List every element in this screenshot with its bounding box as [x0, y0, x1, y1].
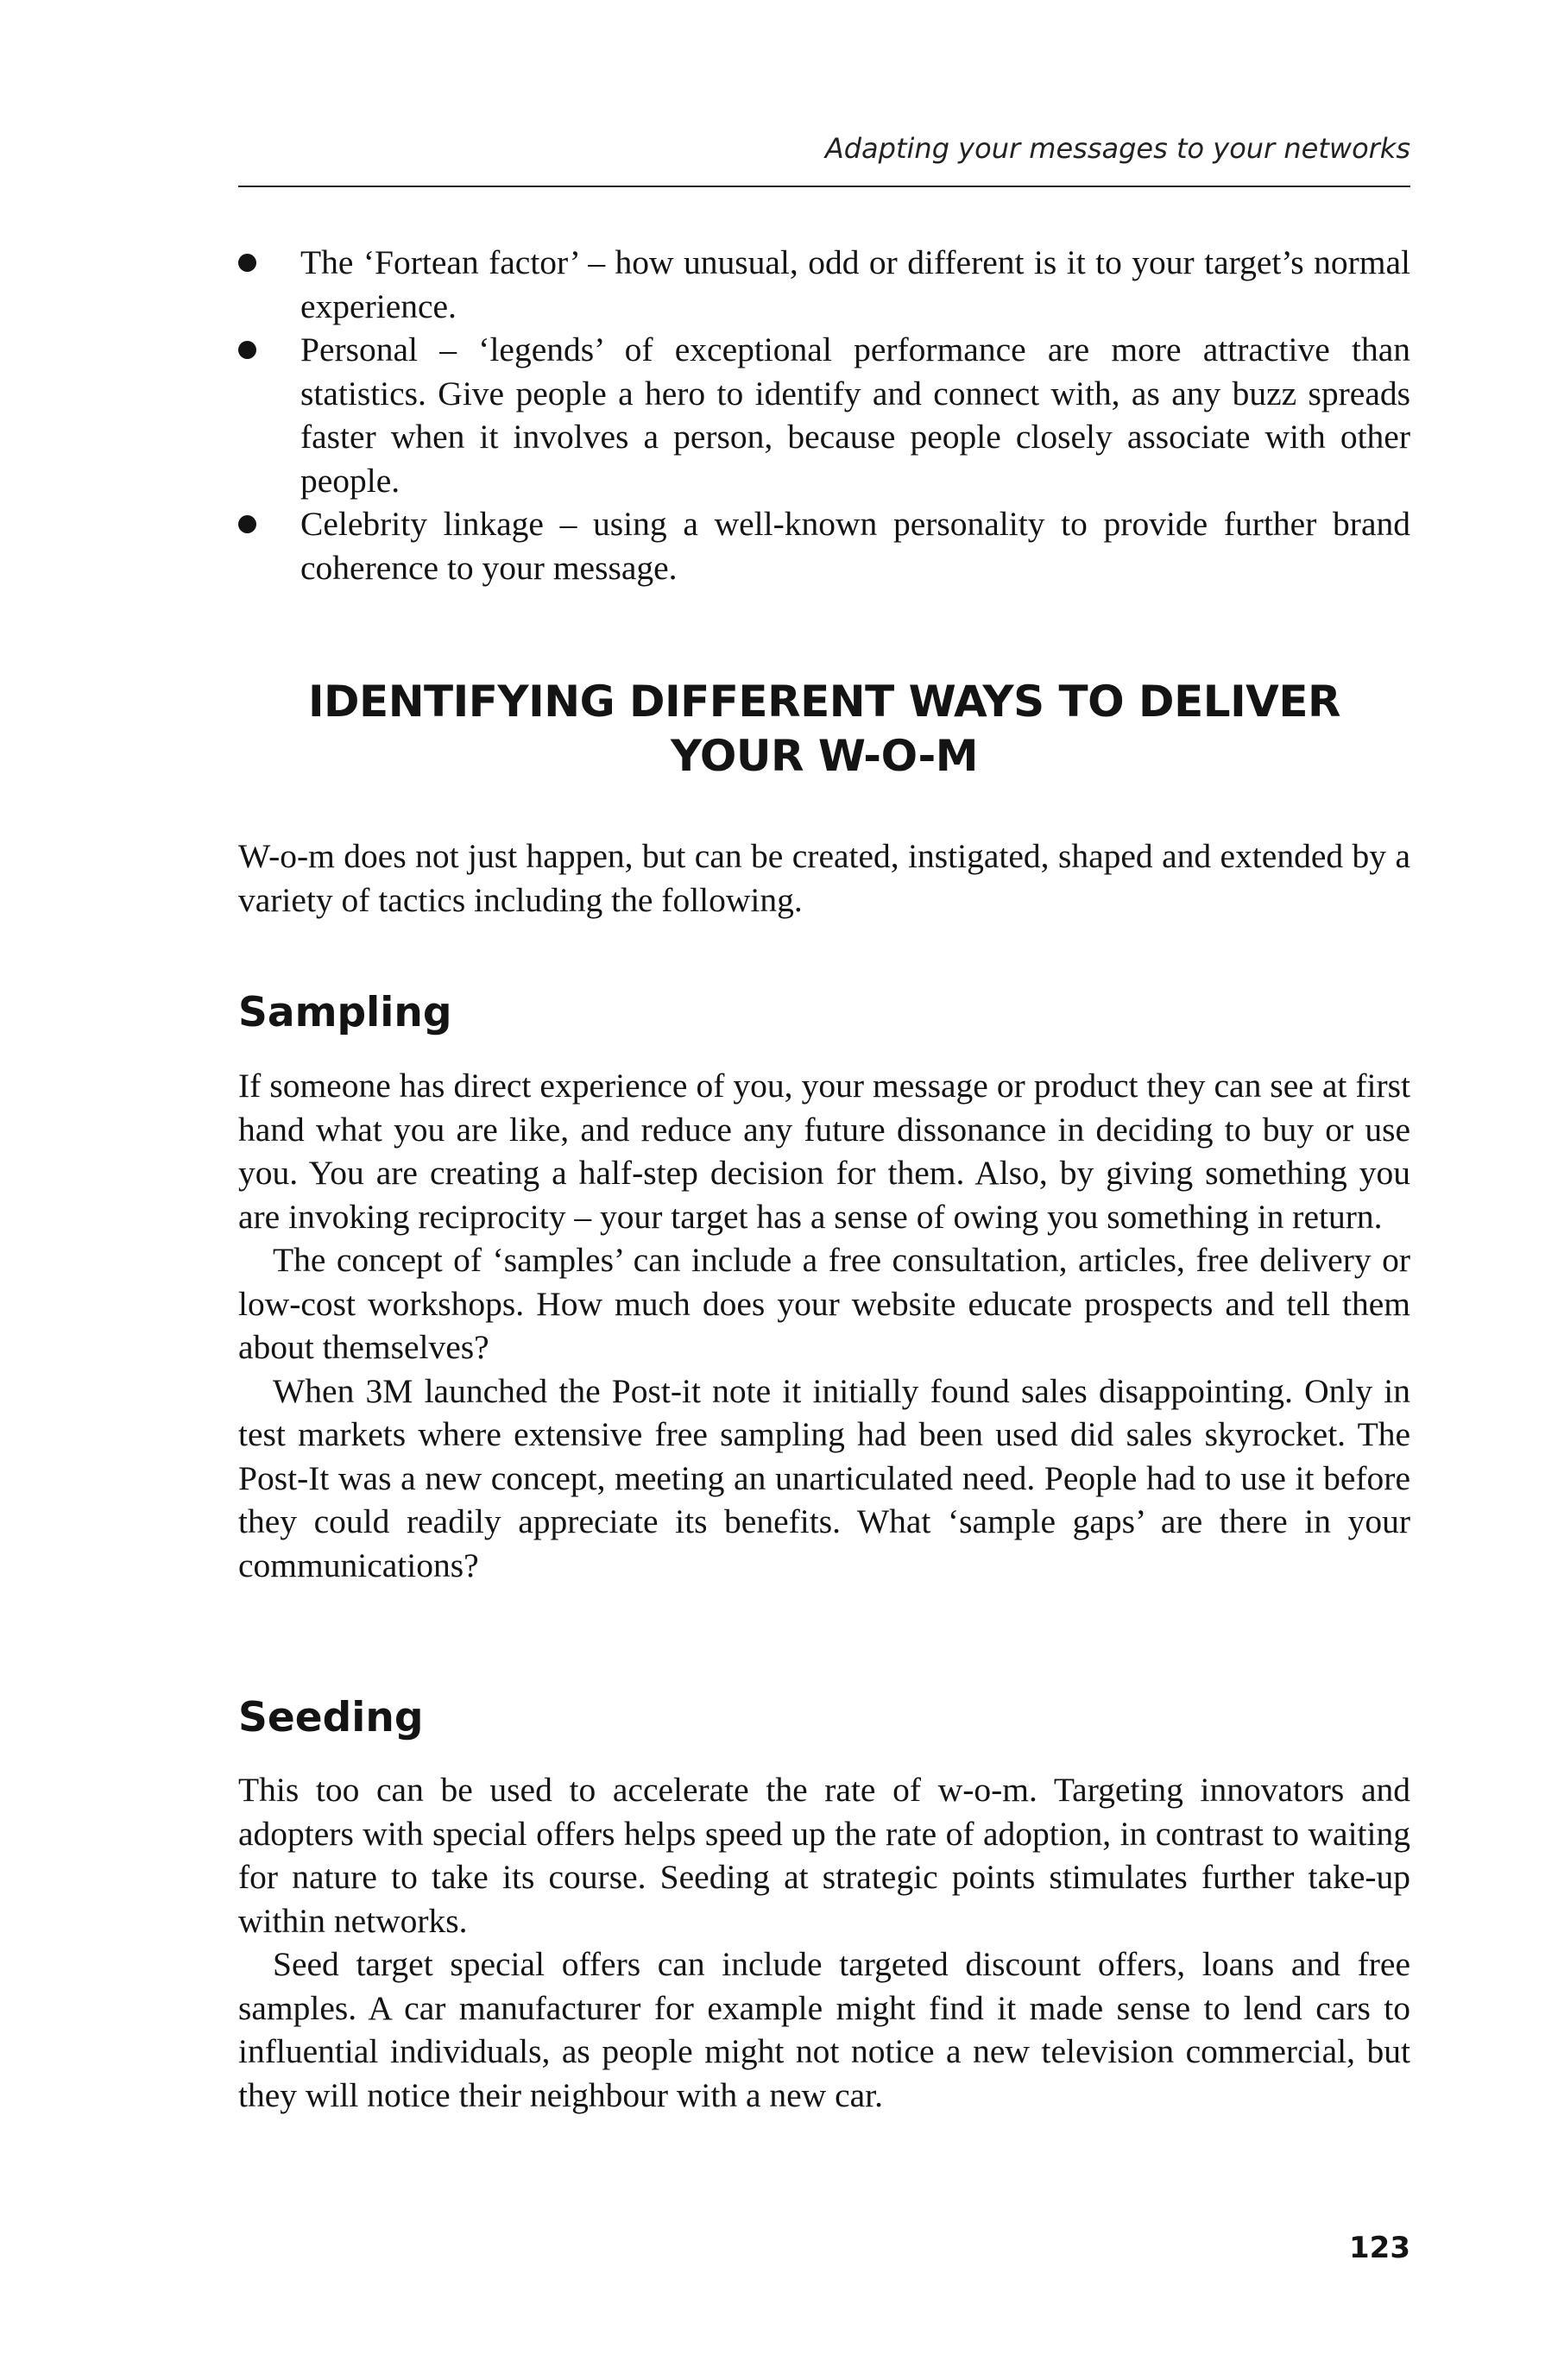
list-item	[238, 241, 1410, 328]
bullet-text: Celebrity linkage – using a well-known personality to provide further brand coherence to your message.	[300, 505, 1410, 587]
bullet-dot-icon	[238, 254, 256, 272]
book-page	[238, 0, 1410, 2380]
list-item	[238, 502, 1410, 589]
paragraph: If someone has direct experience of you, your message or product they can see at first hand what you are like, and reduce any future dissonance in deciding to buy or use you. You are creating a half-step decision for them. Also, by giving something you are invoking reciprocity – your target has a sense of owing you something in return.	[238, 1067, 1410, 1236]
paragraph: When 3M launched the Post-it note it initially found sales disappointing. Only in test markets where extensive free sampling had been used did sales skyrocket. The Post-It was a new concept, meeting an unarticulated need. People had to use it before they could readily appreciate its benefits. What ‘sample gaps’ are there in your communications?	[238, 1371, 1410, 1584]
paragraph: The concept of ‘samples’ can include a free consultation, articles, free delivery or low-cost workshops. How much does your website educate prospects and tell them about themselves?	[238, 1241, 1410, 1366]
paragraph: This too can be used to accelerate the rate of w-o-m. Targeting innovators and adopters with special offers helps speed up the rate of adoption, in contrast to waiting for nature to take its course. Seeding at strategic points stimulates further take-up within networks.	[238, 1771, 1410, 1940]
bullet-text: The ‘Fortean factor’ – how unusual, odd or different is it to your target’s normal experience.	[300, 243, 1410, 325]
page-number: 123	[1349, 2231, 1410, 2265]
seeding-section	[238, 1768, 1410, 2117]
section-heading-line-2: YOUR W-O-M	[670, 731, 979, 781]
section-heading	[238, 675, 1410, 784]
list-item	[238, 328, 1410, 502]
seeding-heading: Seeding	[238, 1694, 424, 1741]
bullet-dot-icon	[238, 515, 256, 533]
section-intro: W-o-m does not just happen, but can be created, instigated, shaped and extended by a variety of tactics including the following.	[238, 837, 1410, 919]
header-rule	[238, 186, 1410, 187]
bullet-list	[238, 241, 1410, 589]
bullet-dot-icon	[238, 341, 256, 359]
sampling-heading: Sampling	[238, 989, 452, 1036]
bullet-text: Personal – ‘legends’ of exceptional performance are more attractive than statistics. Give people a hero to identify and connect with, as any buzz spreads faster when it involves a person, because people closely associate with other people.	[300, 331, 1410, 500]
paragraph: Seed target special offers can include targeted discount offers, loans and free samples. A car manufacturer for example might find it made sense to lend cars to influential individuals, as people might not notice a new television commercial, but they will notice their neighbour with a new car.	[238, 1945, 1410, 2114]
running-header: Adapting your messages to your networks	[824, 132, 1410, 165]
section-heading-line-1: IDENTIFYING DIFFERENT WAYS TO DELIVER	[307, 677, 1341, 727]
sampling-section	[238, 1064, 1410, 1587]
